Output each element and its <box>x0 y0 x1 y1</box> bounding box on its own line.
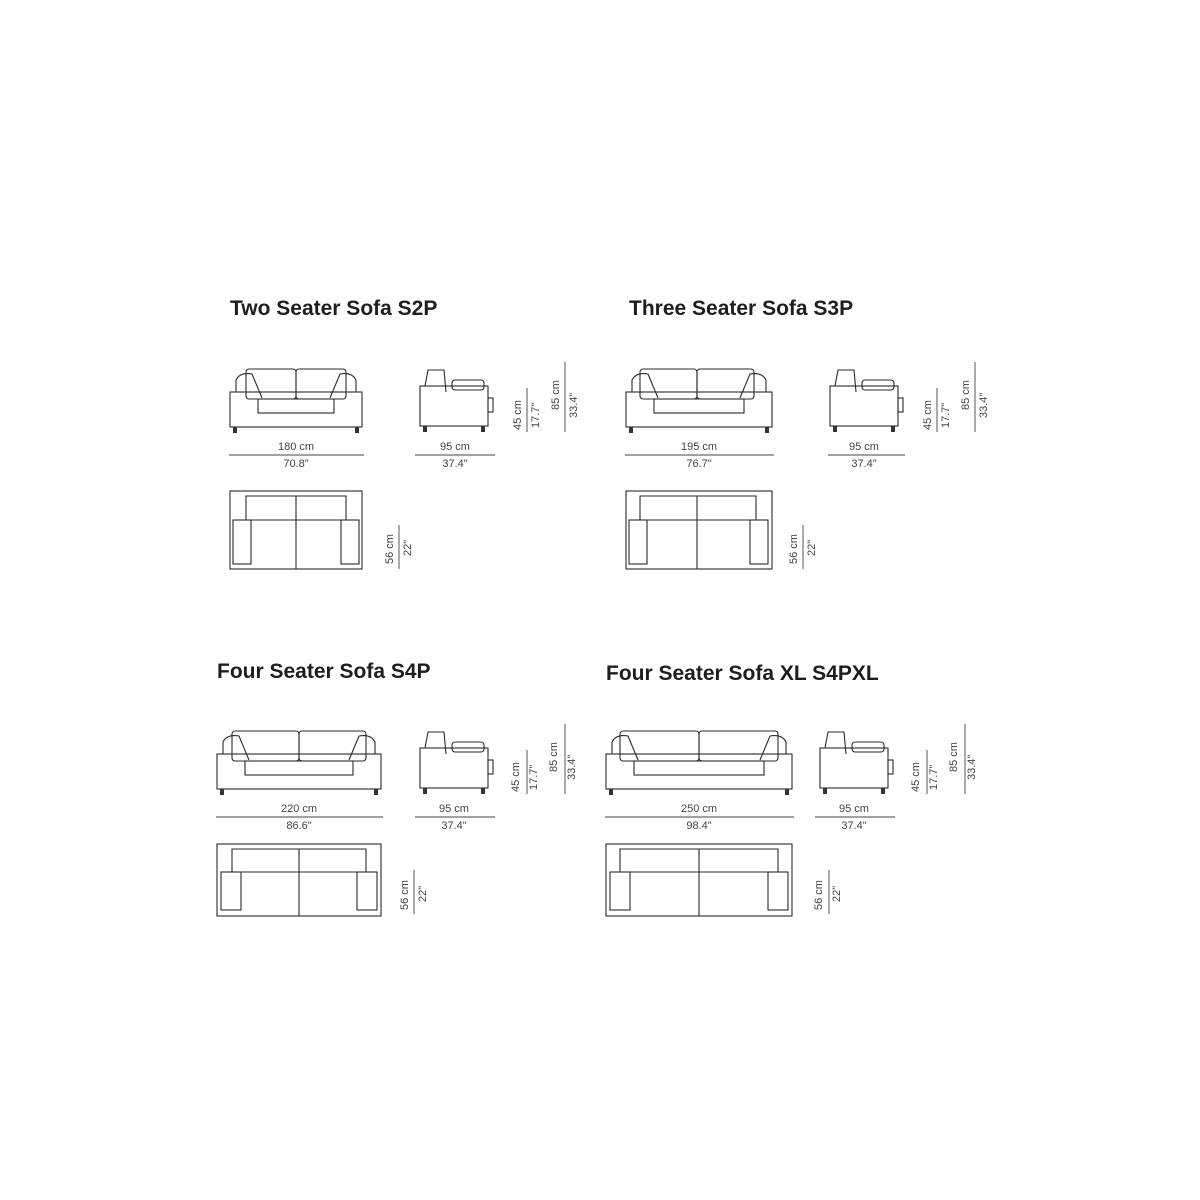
sofa-title: Three Seater Sofa S3P <box>629 297 854 320</box>
height-cm: 85 cm <box>550 380 562 410</box>
seat-height-cm: 45 cm <box>922 400 934 430</box>
seat-depth-in: 22" <box>417 885 429 902</box>
depth-cm: 95 cm <box>839 803 869 815</box>
depth-in: 37.4" <box>851 458 877 470</box>
seat-height-in: 17.7" <box>928 764 940 790</box>
depth-in: 37.4" <box>441 820 467 832</box>
width-in: 76.7" <box>686 458 712 470</box>
height-in: 33.4" <box>566 754 578 780</box>
width-in: 86.6" <box>286 820 312 832</box>
depth-cm: 95 cm <box>439 803 469 815</box>
seat-height-cm: 45 cm <box>510 762 522 792</box>
seat-depth-cm: 56 cm <box>399 880 411 910</box>
depth-cm: 95 cm <box>849 441 879 453</box>
width-in: 70.8" <box>283 458 309 470</box>
seat-height-in: 17.7" <box>940 402 952 428</box>
seat-depth-in: 22" <box>402 539 414 556</box>
sofa-title: Four Seater Sofa XL S4PXL <box>606 662 879 685</box>
width-cm: 220 cm <box>280 803 318 815</box>
seat-depth-cm: 56 cm <box>788 534 800 564</box>
height-cm: 85 cm <box>960 380 972 410</box>
seat-depth-in: 22" <box>831 885 843 902</box>
depth-in: 37.4" <box>442 458 468 470</box>
seat-height-cm: 45 cm <box>910 762 922 792</box>
seat-depth-in: 22" <box>806 539 818 556</box>
seat-depth-cm: 56 cm <box>384 534 396 564</box>
height-cm: 85 cm <box>548 742 560 772</box>
sofa-title: Four Seater Sofa S4P <box>217 660 431 683</box>
seat-height-in: 17.7" <box>528 764 540 790</box>
height-in: 33.4" <box>568 392 580 418</box>
sofa-title: Two Seater Sofa S2P <box>230 297 438 320</box>
seat-height-in: 17.7" <box>530 402 542 428</box>
width-cm: 250 cm <box>680 803 718 815</box>
depth-in: 37.4" <box>841 820 867 832</box>
width-cm: 195 cm <box>680 441 718 453</box>
width-cm: 180 cm <box>277 441 315 453</box>
seat-depth-cm: 56 cm <box>813 880 825 910</box>
depth-cm: 95 cm <box>440 441 470 453</box>
height-cm: 85 cm <box>948 742 960 772</box>
seat-height-cm: 45 cm <box>512 400 524 430</box>
height-in: 33.4" <box>978 392 990 418</box>
height-in: 33.4" <box>966 754 978 780</box>
width-in: 98.4" <box>686 820 712 832</box>
